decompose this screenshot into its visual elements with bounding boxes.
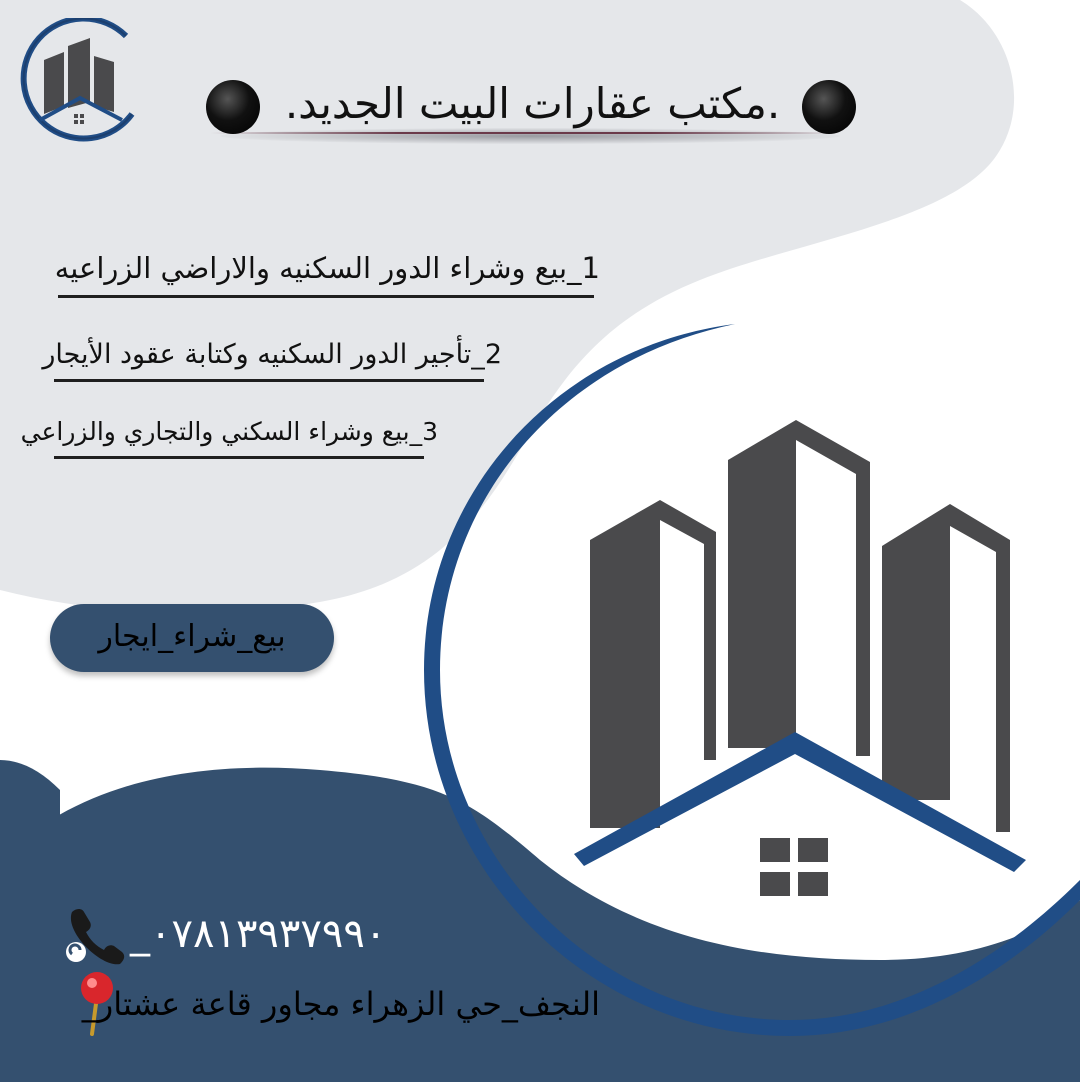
service-1-underline: [58, 295, 594, 298]
page-title: .مكتب عقارات البيت الجديد.: [284, 79, 781, 128]
bullet-left-icon: [206, 80, 260, 134]
bullet-right-icon: [802, 80, 856, 134]
tag-text: بيع_شراء_ايجار: [98, 619, 286, 654]
service-2: 2_تأجير الدور السكنيه وكتابة عقود الأيجار: [42, 339, 502, 370]
service-3-underline: [54, 456, 424, 459]
service-3: 3_بيع وشراء السكني والتجاري والزراعي: [20, 417, 438, 446]
tag-badge: [50, 604, 334, 672]
small-logo-icon: [14, 18, 144, 148]
real-estate-buildings-house-icon: [420, 320, 1080, 1040]
phone-number: ٠٧٨١٣٩٣٧٩٩٠_: [130, 911, 387, 957]
header: [190, 62, 880, 152]
address-text: النجف_حي الزهراء مجاور قاعة عشتار_: [81, 985, 600, 1023]
telephone-icon: [62, 902, 126, 966]
service-1: 1_بيع وشراء الدور السكنيه والاراضي الزراعيه: [54, 251, 600, 285]
